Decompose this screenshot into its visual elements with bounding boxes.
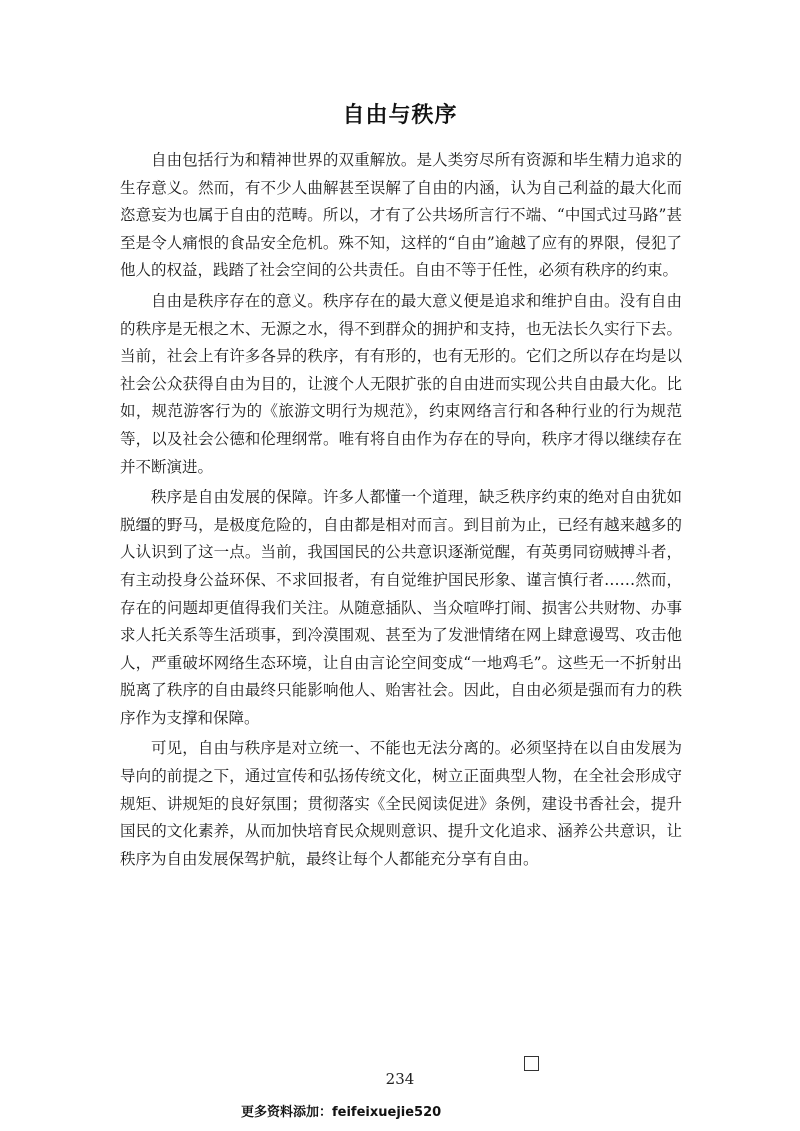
paragraph-2: 自由是秩序存在的意义。秩序存在的最大意义便是追求和维护自由。没有自由的秩序是无根之木、无源之水，得不到群众的拥护和支持，也无法长久实行下去。当前，社会上有许多各异的秩序，有有形的，也有无形的。它们之所以存在均是以社会公众获得自由为目的，让渡个人无限扩张的自由进而实现公共自由最大化。比如，规范游客行为的《旅游文明行为规范》，约束网络言行和各种行业的行为规范等，以及社会公德和伦理纲常。唯有将自由作为存在的导向，秩序才得以继续存在并不断演进。 (120, 291, 682, 476)
essay-body (120, 147, 682, 876)
footer-note: 更多资料添加：feifeixuejie520 (241, 1105, 442, 1120)
page-number: 234 (385, 1070, 415, 1088)
paragraph-3: 秩序是自由发展的保障。许多人都懂一个道理，缺乏秩序约束的绝对自由犹如脱缰的野马，是极度危险的，自由都是相对而言。到目前为止，已经有越来越多的人认识到了这一点。当前，我国国民的公共意识逐渐觉醒，有英勇同窃贼搏斗者，有主动投身公益环保、不求回报者，有自觉维护国民形象、谨言慎行者……然而，存在的问题却更值得我们关注。从随意插队、当众喧哗打闹、损害公共财物、办事求人托关系等生活琐事，到冷漠围观、甚至为了发泄情绪在网上肆意谩骂、攻击他人，严重破坏网络生态环境，让自由言论空间变成“一地鸡毛”。这些无一不折射出脱离了秩序的自由最终只能影响他人、贻害社会。因此，自由必须是强而有力的秩序作为支撑和保障。 (120, 488, 682, 727)
checkbox-icon (524, 1056, 539, 1071)
paragraph-4: 可见，自由与秩序是对立统一、不能也无法分离的。必须坚持在以自由发展为导向的前提之下，通过宣传和弘扬传统文化，树立正面典型人物，在全社会形成守规矩、讲规矩的良好氛围；贯彻落实《全民阅读促进》条例，建设书香社会，提升国民的文化素养，从而加快培育民众规则意识、提升文化追求、涵养公共意识，让秩序为自由发展保驾护航，最终让每个人都能充分享有自由。 (120, 739, 682, 868)
paragraph-1: 自由包括行为和精神世界的双重解放。是人类穷尽所有资源和毕生精力追求的生存意义。然而，有不少人曲解甚至误解了自由的内涵，认为自己利益的最大化而恣意妄为也属于自由的范畴。所以，才有了公共场所言行不端、“中国式过马路”甚至是令人痛恨的食品安全危机。殊不知，这样的“自由”逾越了应有的界限，侵犯了他人的权益，践踏了社会空间的公共责任。自由不等于任性，必须有秩序的约束。 (120, 151, 682, 280)
page-title: 自由与秩序 (342, 103, 458, 128)
